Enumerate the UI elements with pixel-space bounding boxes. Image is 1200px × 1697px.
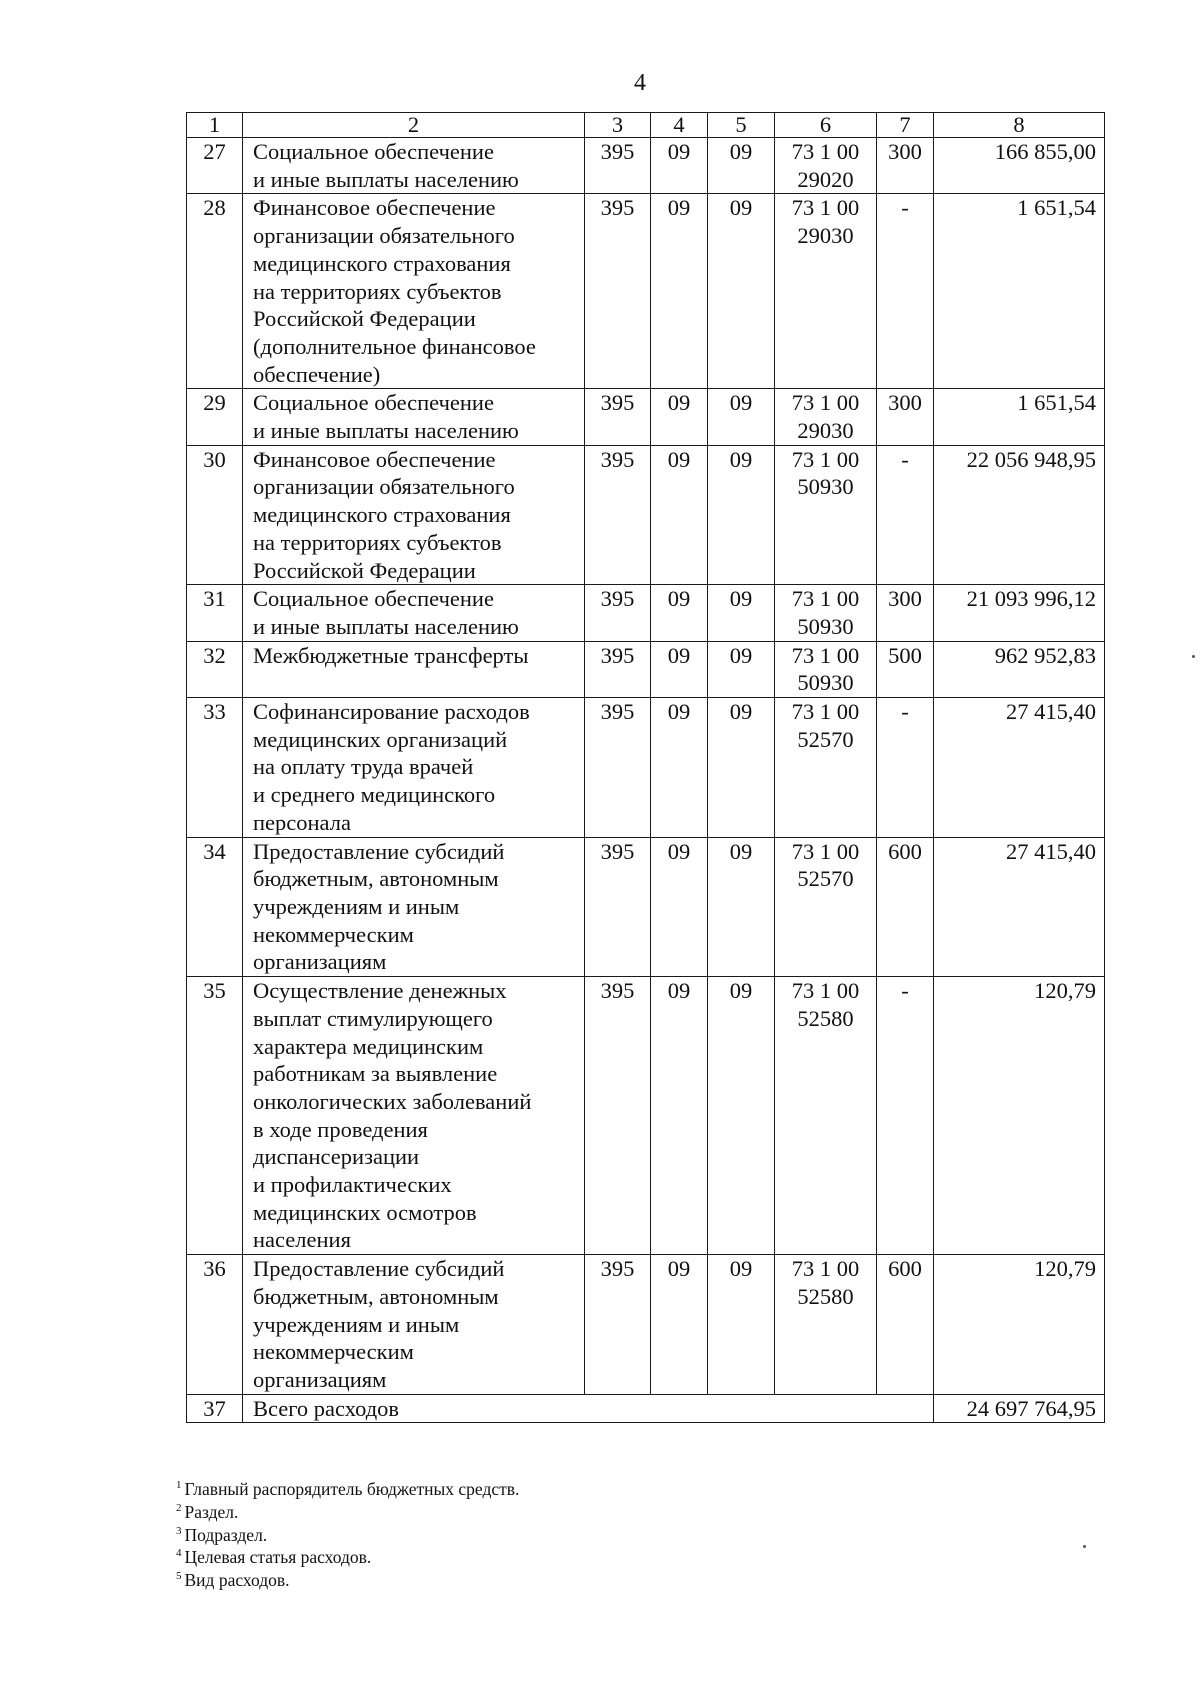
footnote-text: Главный распорядитель бюджетных средств. — [184, 1478, 520, 1499]
chief-administrator-code: 395 — [585, 641, 651, 697]
subsection-code: 09 — [708, 138, 775, 194]
subsection-code: 09 — [708, 194, 775, 389]
row-number: 31 — [187, 585, 243, 641]
subsection-code: 09 — [708, 389, 775, 445]
section-code: 09 — [651, 389, 708, 445]
row-description: Софинансирование расходов медицинских организаций на оплату труда врачей и среднего медицинского персонала — [243, 698, 585, 838]
row-description: Межбюджетные трансферты — [243, 641, 585, 697]
scan-speck — [1083, 1545, 1086, 1548]
column-header: 1 — [187, 113, 243, 138]
table-row — [187, 389, 1105, 445]
row-number: 33 — [187, 698, 243, 838]
chief-administrator-code: 395 — [585, 585, 651, 641]
amount: 120,79 — [934, 1255, 1105, 1395]
section-code: 09 — [651, 1255, 708, 1395]
row-number: 36 — [187, 1255, 243, 1395]
row-number: 32 — [187, 641, 243, 697]
amount: 27 415,40 — [934, 837, 1105, 977]
amount: 166 855,00 — [934, 138, 1105, 194]
total-row — [187, 1394, 1105, 1423]
target-article-code: 73 1 00 52570 — [775, 698, 877, 838]
amount: 27 415,40 — [934, 698, 1105, 838]
amount: 21 093 996,12 — [934, 585, 1105, 641]
section-code: 09 — [651, 138, 708, 194]
row-number: 34 — [187, 837, 243, 977]
footnote-mark: 3 — [176, 1524, 182, 1537]
section-code: 09 — [651, 445, 708, 585]
column-header: 5 — [708, 113, 775, 138]
table-row — [187, 837, 1105, 977]
total-label: Всего расходов — [243, 1394, 585, 1423]
expenditure-table — [186, 112, 1105, 1423]
row-number: 27 — [187, 138, 243, 194]
chief-administrator-code: 395 — [585, 1255, 651, 1395]
column-header: 4 — [651, 113, 708, 138]
table-row — [187, 445, 1105, 585]
footnotes — [176, 1476, 519, 1590]
footnote — [176, 1522, 519, 1545]
target-article-code: 73 1 00 50930 — [775, 641, 877, 697]
expense-type-code: 300 — [877, 389, 934, 445]
table-row — [187, 585, 1105, 641]
amount: 120,79 — [934, 977, 1105, 1255]
row-description: Осуществление денежных выплат стимулирующего характера медицинским работникам за выявление онкологических заболеваний в ходе проведения диспансеризации и профилактических медицинских осмотров населения — [243, 977, 585, 1255]
target-article-code: 73 1 00 29020 — [775, 138, 877, 194]
row-description: Предоставление субсидий бюджетным, автономным учреждениям и иным некоммерческим организациям — [243, 1255, 585, 1395]
amount: 1 651,54 — [934, 194, 1105, 389]
target-article-code: 73 1 00 50930 — [775, 585, 877, 641]
total-amount: 24 697 764,95 — [934, 1394, 1105, 1423]
row-number: 37 — [187, 1394, 243, 1423]
section-code: 09 — [651, 641, 708, 697]
chief-administrator-code: 395 — [585, 837, 651, 977]
row-number: 30 — [187, 445, 243, 585]
footnote-text: Вид расходов. — [184, 1570, 290, 1591]
footnote-mark: 5 — [176, 1570, 182, 1583]
row-description: Социальное обеспечение и иные выплаты населению — [243, 585, 585, 641]
chief-administrator-code: 395 — [585, 445, 651, 585]
table-row — [187, 641, 1105, 697]
total-blank-cell — [585, 1394, 934, 1423]
subsection-code: 09 — [708, 585, 775, 641]
row-description: Социальное обеспечение и иные выплаты населению — [243, 138, 585, 194]
target-article-code: 73 1 00 52580 — [775, 1255, 877, 1395]
row-description: Финансовое обеспечение организации обязательного медицинского страхования на территориях субъектов Российской Федерации (дополнительное финансовое обеспечение) — [243, 194, 585, 389]
chief-administrator-code: 395 — [585, 698, 651, 838]
subsection-code: 09 — [708, 977, 775, 1255]
footnote-mark: 2 — [176, 1501, 182, 1514]
expense-type-code: 600 — [877, 1255, 934, 1395]
target-article-code: 73 1 00 52570 — [775, 837, 877, 977]
amount: 1 651,54 — [934, 389, 1105, 445]
chief-administrator-code: 395 — [585, 977, 651, 1255]
target-article-code: 73 1 00 52580 — [775, 977, 877, 1255]
expense-type-code: 500 — [877, 641, 934, 697]
footnote-text: Подраздел. — [184, 1524, 268, 1545]
amount: 22 056 948,95 — [934, 445, 1105, 585]
row-number: 28 — [187, 194, 243, 389]
row-description: Финансовое обеспечение организации обязательного медицинского страхования на территориях субъектов Российской Федерации — [243, 445, 585, 585]
expense-type-code: - — [877, 977, 934, 1255]
expense-type-code: 300 — [877, 585, 934, 641]
table-row — [187, 194, 1105, 389]
section-code: 09 — [651, 194, 708, 389]
expense-type-code: - — [877, 698, 934, 838]
column-header: 2 — [243, 113, 585, 138]
table-row — [187, 138, 1105, 194]
section-code: 09 — [651, 837, 708, 977]
target-article-code: 73 1 00 29030 — [775, 194, 877, 389]
column-header: 8 — [934, 113, 1105, 138]
footnote — [176, 1567, 519, 1590]
chief-administrator-code: 395 — [585, 194, 651, 389]
chief-administrator-code: 395 — [585, 138, 651, 194]
scan-speck — [1192, 655, 1195, 658]
section-code: 09 — [651, 585, 708, 641]
subsection-code: 09 — [708, 641, 775, 697]
subsection-code: 09 — [708, 698, 775, 838]
row-number: 35 — [187, 977, 243, 1255]
subsection-code: 09 — [708, 1255, 775, 1395]
chief-administrator-code: 395 — [585, 389, 651, 445]
column-header: 7 — [877, 113, 934, 138]
expense-type-code: - — [877, 194, 934, 389]
column-header: 3 — [585, 113, 651, 138]
table-header-row — [187, 113, 1105, 138]
row-description: Предоставление субсидий бюджетным, автономным учреждениям и иным некоммерческим организациям — [243, 837, 585, 977]
target-article-code: 73 1 00 50930 — [775, 445, 877, 585]
footnote-mark: 1 — [176, 1479, 182, 1491]
expense-type-code: - — [877, 445, 934, 585]
amount: 962 952,83 — [934, 641, 1105, 697]
footnote — [176, 1544, 519, 1567]
target-article-code: 73 1 00 29030 — [775, 389, 877, 445]
table-row — [187, 1255, 1105, 1395]
section-code: 09 — [651, 977, 708, 1255]
subsection-code: 09 — [708, 445, 775, 585]
table-row — [187, 698, 1105, 838]
table-row — [187, 977, 1105, 1255]
expense-type-code: 300 — [877, 138, 934, 194]
footnote — [176, 1476, 519, 1499]
expense-type-code: 600 — [877, 837, 934, 977]
row-number: 29 — [187, 389, 243, 445]
footnote-mark: 4 — [176, 1547, 182, 1560]
row-description: Социальное обеспечение и иные выплаты населению — [243, 389, 585, 445]
footnote-text: Раздел. — [184, 1501, 239, 1522]
section-code: 09 — [651, 698, 708, 838]
page-number: 4 — [634, 70, 646, 96]
footnote — [176, 1499, 519, 1522]
subsection-code: 09 — [708, 837, 775, 977]
footnote-text: Целевая статья расходов. — [184, 1547, 372, 1568]
column-header: 6 — [775, 113, 877, 138]
